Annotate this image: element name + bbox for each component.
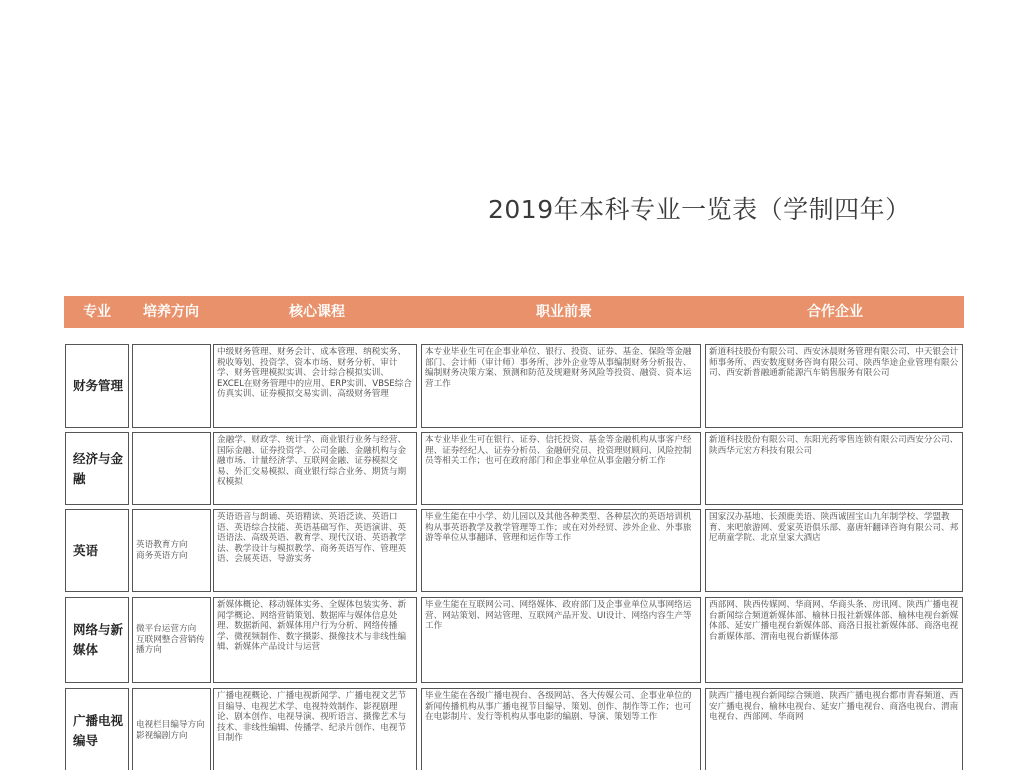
partners-cell: 陕西广播电视台新闻综合频道、陕西广播电视台都市青春频道、西安广播电视台、榆林电视台、延安广播电视台、商洛电视台、渭南电视台、西部网、华商网: [705, 688, 963, 774]
partners-cell: 国家汉办基地、长颈鹿美语、陕西诚固宝山九年制学校、学盟教育、来吧旅游网、爱家英语俱乐部、嘉唐轩翻译咨询有限公司、邦尼萌童学院、北京皇家大酒店: [705, 509, 963, 592]
header-direction: 培养方向: [143, 304, 199, 320]
page-bottom-edge: [64, 770, 964, 778]
major-cell: 经济与金融: [65, 432, 129, 505]
header-major: 专业: [83, 304, 111, 320]
courses-cell: 中级财务管理、财务会计、成本管理、纳税实务、税收筹划、投资学、资本市场、财务分析、审计学、财务管理模拟实训、会计综合模拟实训、EXCEL在财务管理中的应用、ERP实训、VBSE综合仿真实训、证券模拟交易实训、高级财务管理: [213, 344, 417, 428]
table-row: [64, 597, 964, 683]
major-cell: 广播电视编导: [65, 688, 129, 774]
direction-cell: 英语教育方向 商务英语方向: [132, 509, 211, 592]
career-cell: 毕业生能在互联网公司、网络媒体、政府部门及企事业单位从事网络运营、网站策划、网站管理、互联网产品开发、UI设计、网络内容生产等工作: [421, 597, 701, 683]
partners-cell: 新道科技股份有限公司、东阳光药零售连锁有限公司西安分公司、陕西华元宏方科技有限公司: [705, 432, 963, 505]
table-row: [64, 432, 964, 505]
partners-cell: 西部网、陕西传媒网、华商网、华商头条、房讯网、陕西广播电视台新闻综合频道新媒体部、榆林日报社新媒体部、榆林电视台新媒体部、延安广播电视台新媒体部、商洛日报社新媒体部、商洛电视台新媒体部、渭南电视台新媒体部: [705, 597, 963, 683]
header-career: 职业前景: [536, 304, 592, 320]
career-cell: 毕业生能在中小学、幼儿园以及其他各种类型、各种层次的英语培训机构从事英语教学及教学管理等工作；或在对外经贸、涉外企业、外事旅游等单位从事翻译、管理和运作等工作: [421, 509, 701, 592]
career-cell: 本专业毕业生可在银行、证券、信托投资、基金等金融机构从事客户经理、证券经纪人、证券分析员、金融研究员、投资理财顾问、风险控制员等相关工作；也可在政府部门和企事业单位从事金融分析工作: [421, 432, 701, 505]
career-cell: 毕业生能在各级广播电视台、各级网站、各大传媒公司、企事业单位的新闻传播机构从事广播电视节目编导、策划、创作、制作等工作；也可在电影制片、发行等机构从事电影的编剧、导演、策划等工作: [421, 688, 701, 774]
header-partners: 合作企业: [807, 304, 863, 320]
major-cell: 网络与新媒体: [65, 597, 129, 683]
courses-cell: 英语语音与朗诵、英语精读、英语泛读、英语口语、英语综合技能、英语基础写作、英语演讲、英语语法、高级英语、教育学、现代汉语、英语教学法、教学设计与模拟教学、商务英语写作、管理英语、会展英语、导游实务: [213, 509, 417, 592]
direction-cell: [132, 344, 211, 428]
partners-cell: 新道科技股份有限公司、西安沐晨财务管理有限公司、中天银会计师事务所、西安数度财务咨询有限公司、陕西华途企业管理有限公司、西安新普融通新能源汽车销售服务有限公司: [705, 344, 963, 428]
direction-cell: [132, 432, 211, 505]
table-row: [64, 688, 964, 774]
courses-cell: 金融学、财政学、统计学、商业银行业务与经营、国际金融、证券投资学、公司金融、金融机构与金融市场、计量经济学、互联网金融、证券模拟交易、外汇交易模拟、商业银行综合业务、期货与期权模拟: [213, 432, 417, 505]
major-cell: 财务管理: [65, 344, 129, 428]
table-row: [64, 509, 964, 592]
direction-cell: 微平台运营方向 互联网整合营销传播方向: [132, 597, 211, 683]
table-header: [64, 296, 964, 328]
courses-cell: 新媒体概论、移动媒体实务、全媒体包装实务、新闻学概论、网络营销策划、数据库与媒体信息处理、数据新闻、新媒体用户行为分析、网络传播学、微视频制作、数字摄影、摄像技术与非线性编辑、新媒体产品设计与运营: [213, 597, 417, 683]
major-cell: 英语: [65, 509, 129, 592]
courses-cell: 广播电视概论、广播电视新闻学、广播电视文艺节目编导、电视艺术学、电视特效制作、影视剧理论、剧本创作、电视导演、视听语言、摄像艺术与技术、非线性编辑、传播学、纪录片创作、电视节目制作: [213, 688, 417, 774]
header-courses: 核心课程: [289, 304, 345, 320]
direction-cell: 电视栏目编导方向 影视编剧方向: [132, 688, 211, 774]
page-title: 2019年本科专业一览表（学制四年）: [488, 195, 911, 224]
career-cell: 本专业毕业生可在企事业单位、银行、投资、证券、基金、保险等金融部门、会计师（审计师）事务所、涉外企业等从事编制财务分析报告、编制财务决策方案、预测和防范及规避财务风险等投资、融资、资本运营工作: [421, 344, 701, 428]
table-row: [64, 344, 964, 428]
